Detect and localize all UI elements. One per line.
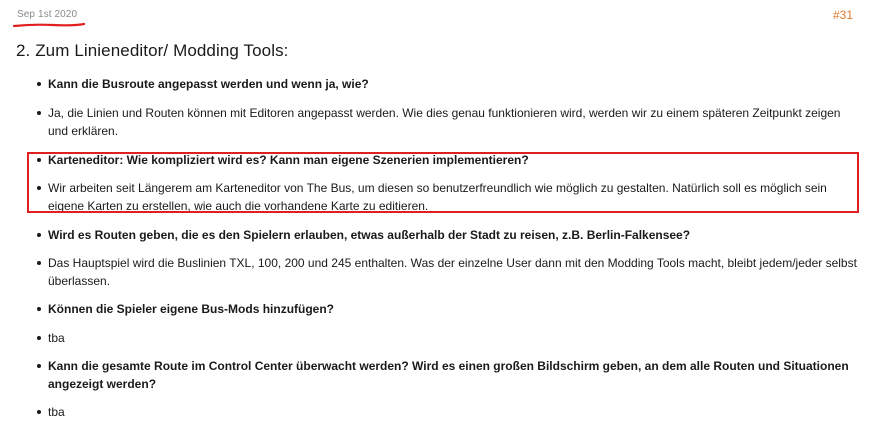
list-item: [37, 75, 857, 93]
question-text: Karteneditor: Wie kompliziert wird es? Kann man eigene Szenerien implementieren?: [48, 153, 529, 167]
post-permalink[interactable]: #31: [832, 8, 853, 22]
list-item: [37, 300, 857, 318]
answer-text: Das Hauptspiel wird die Buslinien TXL, 100, 200 und 245 enthalten. Was der einzelne User dann mit den Modding Tools macht, bleibt jedem/jeder selbst überlassen.: [48, 256, 857, 288]
red-underline-annotation: [13, 21, 85, 29]
list-item: [37, 226, 857, 244]
list-item: [37, 104, 857, 140]
answer-text: Ja, die Linien und Routen können mit Editoren angepasst werden. Wie dies genau funktionieren wird, werden wir zu einem späteren Zeitpunkt zeigen und erklären.: [48, 106, 841, 138]
question-text: Kann die Busroute angepasst werden und wenn ja, wie?: [48, 77, 369, 91]
red-highlight-box-annotation: [27, 152, 859, 213]
question-text: Wird es Routen geben, die es den Spielern erlauben, etwas außerhalb der Stadt zu reisen, z.B. Berlin-Falkensee?: [48, 228, 691, 242]
list-item: [37, 329, 857, 347]
section-title: 2. Zum Linieneditor/ Modding Tools:: [16, 41, 289, 60]
question-text: Kann die gesamte Route im Control Center überwacht werden? Wird es einen großen Bildschirm geben, an dem alle Routen und Situationen angezeigt werden?: [48, 359, 849, 391]
answer-text: tba: [48, 405, 65, 419]
question-text: Können die Spieler eigene Bus-Mods hinzufügen?: [48, 302, 335, 316]
post-date: Sep 1st 2020: [17, 9, 78, 20]
list-item: [37, 403, 857, 421]
answer-text: tba: [48, 331, 65, 345]
list-item: [37, 254, 857, 290]
list-item: [37, 357, 857, 393]
answer-text: Wir arbeiten seit Längerem am Karteneditor von The Bus, um diesen so benutzerfreundlich wie möglich zu gestalten. Natürlich soll es möglich sein eigene Karten zu erstellen, wie auch die vorhandene Karte zu editieren.: [48, 181, 827, 213]
